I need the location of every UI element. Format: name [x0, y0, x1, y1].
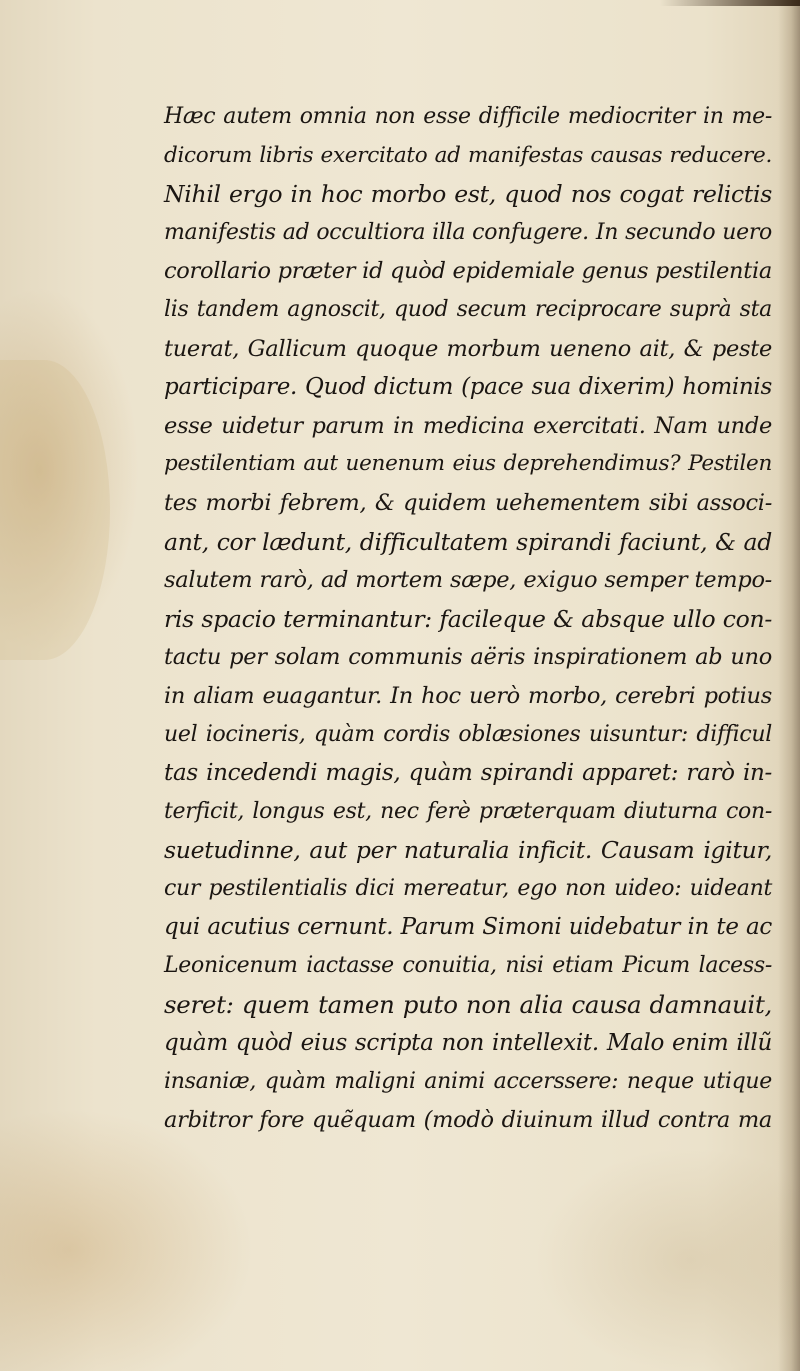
text-line: salutem rarò, ad mortem sæpe, exiguo semper tempo- — [164, 567, 772, 594]
text-line: cur pestilentialis dici mereatur, ego non uideo: uideant — [164, 875, 772, 901]
text-line: Nihil ergo in hoc morbo est, quod nos cogat relictis — [164, 180, 772, 209]
text-line: tactu per solam communis aëris inspirationem ab uno — [164, 644, 772, 671]
text-line: qui acutius cernunt. Parum Simoni uidebatur in te ac — [164, 914, 772, 941]
text-line: ant, cor lædunt, difficultatem spirandi faciunt, & ad — [164, 527, 772, 556]
text-line: tuerat, Gallicum quoque morbum ueneno ait, & peste — [164, 335, 772, 362]
text-line: tas incedendi magis, quàm spirandi apparet: rarò in- — [164, 760, 772, 787]
text-line: terficit, longus est, nec ferè præterquam diuturna con- — [164, 798, 772, 824]
text-line: Hæc autem omnia non esse difficile mediocriter in me- — [164, 104, 772, 129]
text-line: esse uidetur parum in medicina exercitati. Nam unde — [164, 412, 772, 439]
text-line: quàm quòd eius scripta non intellexit. Malo enim illũ — [164, 1030, 772, 1057]
text-line: seret: quem tamen puto non alia causa damnauit, — [164, 989, 772, 1019]
text-line: tes morbi febrem, & quidem uehementem sibi associ- — [164, 489, 772, 516]
water-stain — [0, 360, 110, 660]
text-line: pestilentiam aut uenenum eius deprehendimus? Pestilen — [164, 451, 772, 477]
text-line: uel iocineris, quàm cordis oblæsiones uisuntur: difficul — [164, 721, 772, 747]
text-line: ris spacio terminantur: facileque & absque ullo con- — [164, 604, 772, 633]
text-line: manifestis ad occultiora illa confugere. In secundo uero — [164, 219, 772, 245]
text-line: participare. Quod dictum (pace sua dixerim) hominis — [164, 374, 772, 401]
text-line: dicorum libris exercitato ad manifestas causas reducere. — [164, 142, 772, 168]
text-line: lis tandem agnoscit, quod secum reciprocare suprà sta — [164, 296, 772, 322]
text-line: corollario præter id quòd epidemiale genus pestilentia — [164, 258, 772, 285]
text-line: Leonicenum iactasse conuitia, nisi etiam Picum lacess- — [164, 953, 772, 979]
text-line: arbitror fore quẽquam (modò diuinum illud contra ma — [164, 1107, 772, 1134]
text-line: insaniæ, quàm maligni animi accerssere: neque utique — [164, 1068, 772, 1094]
binding-edge — [660, 0, 800, 6]
body-text — [164, 98, 772, 1140]
page-gutter-shadow — [778, 0, 800, 1371]
text-line: in aliam euagantur. In hoc uerò morbo, cerebri potius — [164, 682, 772, 709]
text-line: suetudinne, aut per naturalia inficit. Causam igitur, — [164, 836, 772, 865]
